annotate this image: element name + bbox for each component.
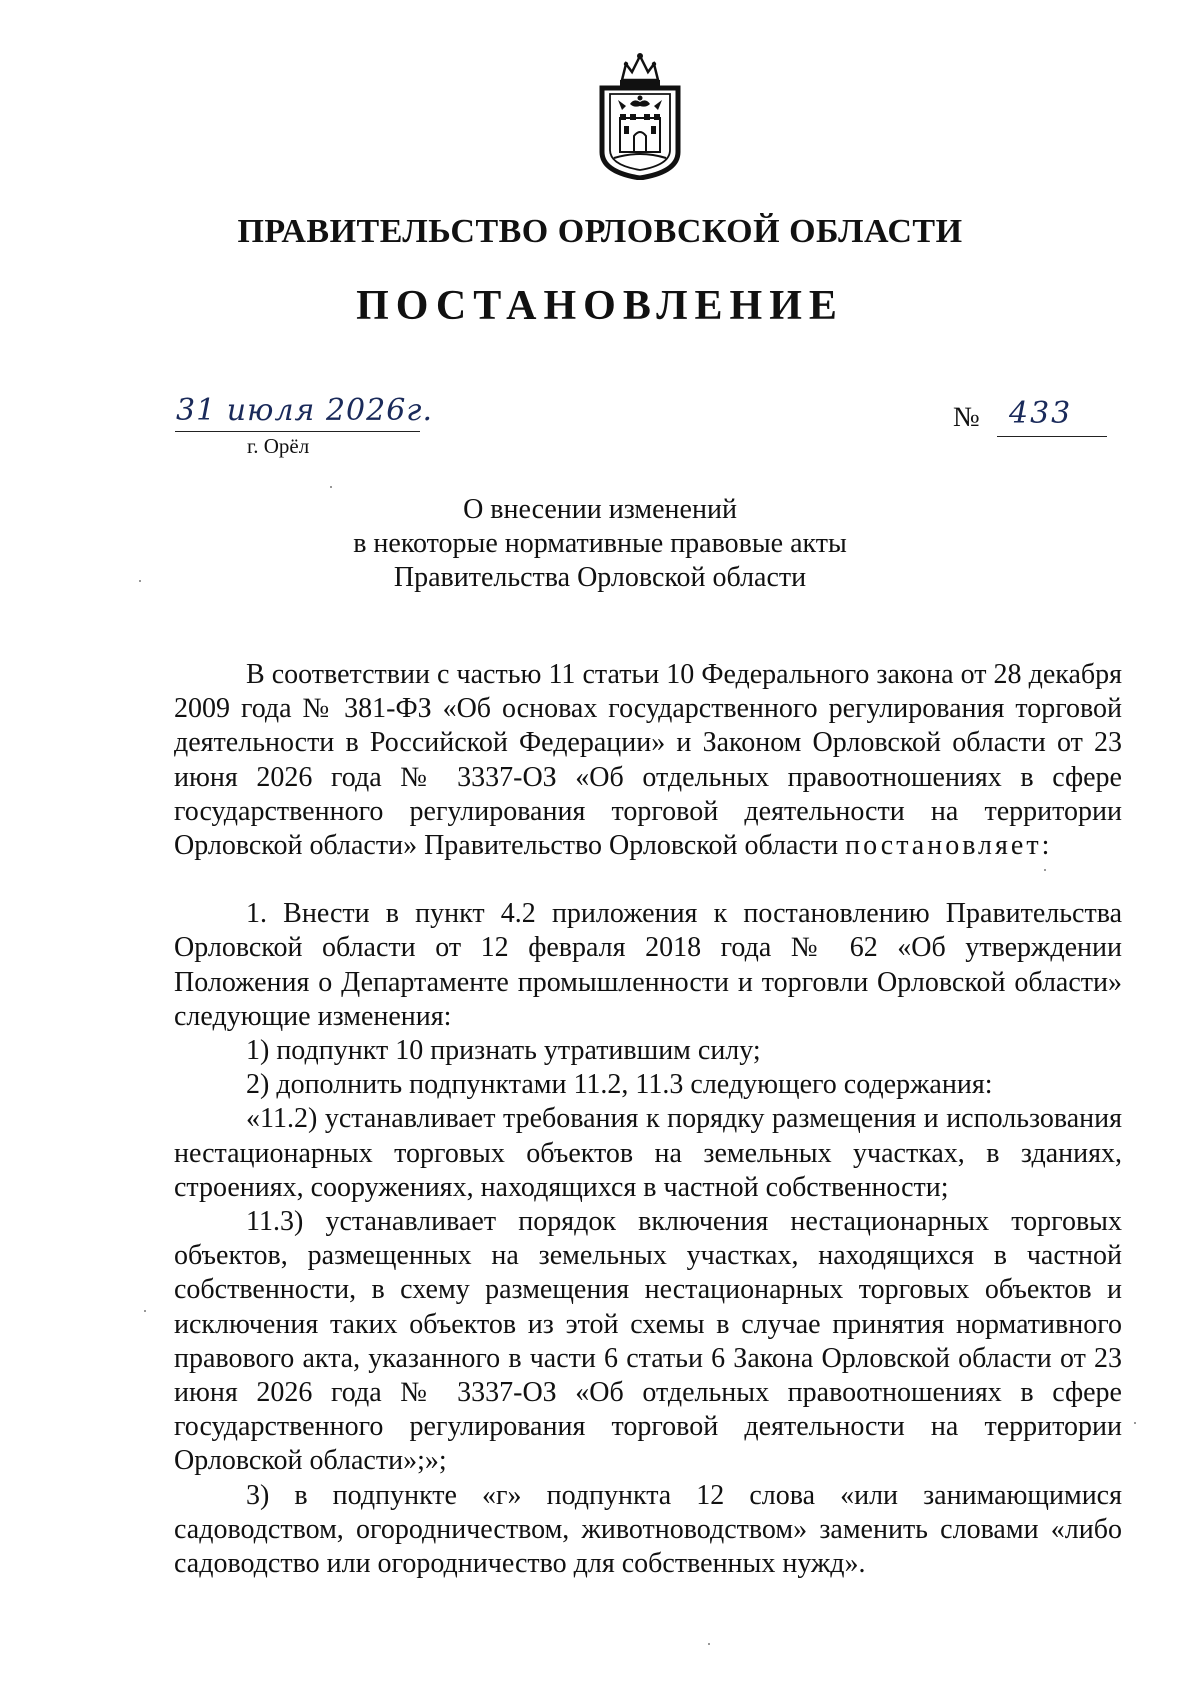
- organization-title: ПРАВИТЕЛЬСТВО ОРЛОВСКОЙ ОБЛАСТИ: [237, 213, 963, 250]
- subject-line: в некоторые нормативные правовые акты: [353, 528, 847, 559]
- subitem-2-paragraph: 2) дополнить подпунктами 11.2, 11.3 следующего содержания:: [246, 1069, 993, 1101]
- preamble-text: В соответствии с частью 11 статьи 10 Федерального закона от 28 декабря 2009 года № 381-ФЗ «Об основах государственного регулирования торговой деятельности в Российской Федерации» и Законом Орловской области от 23 июня 2026 года № 3337-ОЗ «Об отдельных правоотношениях в сфере государственного регулирования торговой деятельности на территории Орловской области» Правительство Орловской области: [174, 659, 1122, 862]
- subject-line: Правительства Орловской области: [393, 562, 807, 593]
- scan-speck: [330, 486, 332, 488]
- preamble-paragraph: [174, 658, 1122, 863]
- scan-speck: [1134, 1422, 1136, 1424]
- subject-line: О внесении изменений: [463, 494, 737, 525]
- resolves-word: постановляет:: [845, 830, 1053, 862]
- subitem-11-3-paragraph: 11.3) устанавливает порядок включения нестационарных торговых объектов, размещенных на земельных участках, находящихся в частной собственности, в схему размещения нестационарных торговых объектов и исключения таких объектов из этой схемы в случае принятия нормативного правового акта, указанного в части 6 статьи 6 Закона Орловской области от 23 июня 2026 года № 3337-ОЗ «Об отдельных правоотношениях в сфере государственного регулирования торговой деятельности на территории Орловской области»;»;: [174, 1206, 1122, 1477]
- document-date: 31 июля 2026г.: [176, 393, 433, 428]
- coat-of-arms-emblem: [596, 52, 684, 180]
- subitem-3-paragraph: 3) в подпункте «г» подпункта 12 слова «или занимающимися садоводством, огородничеством, животноводством» заменить словами «либо садоводство или огородничество для собственных нужд».: [174, 1479, 1122, 1580]
- scan-speck: [139, 580, 141, 582]
- scan-speck: [708, 1643, 710, 1645]
- document-number: 433: [1009, 396, 1073, 431]
- document-type-heading: ПОСТАНОВЛЕНИЕ: [356, 283, 844, 329]
- document-subject: [0, 493, 1200, 595]
- document-city: г. Орёл: [247, 434, 310, 458]
- document-body: [174, 658, 1122, 1581]
- item-1-paragraph: 1. Внести в пункт 4.2 приложения к постановлению Правительства Орловской области от 12 февраля 2018 года № 62 «Об утверждении Положения о Департаменте промышленности и торговли Орловской области» следующие изменения:: [174, 898, 1122, 1032]
- scan-speck: [1044, 869, 1046, 871]
- subitem-1-paragraph: 1) подпункт 10 признать утратившим силу;: [246, 1035, 761, 1067]
- number-underline: [997, 436, 1107, 437]
- number-sign: №: [953, 402, 980, 433]
- document-number-block: [953, 396, 1113, 440]
- subitem-11-2-paragraph: «11.2) устанавливает требования к порядку размещения и использования нестационарных торговых объектов на земельных участках, в зданиях, строениях, сооружениях, находящихся в частной собственности;: [174, 1103, 1122, 1203]
- scan-speck: [144, 1310, 146, 1312]
